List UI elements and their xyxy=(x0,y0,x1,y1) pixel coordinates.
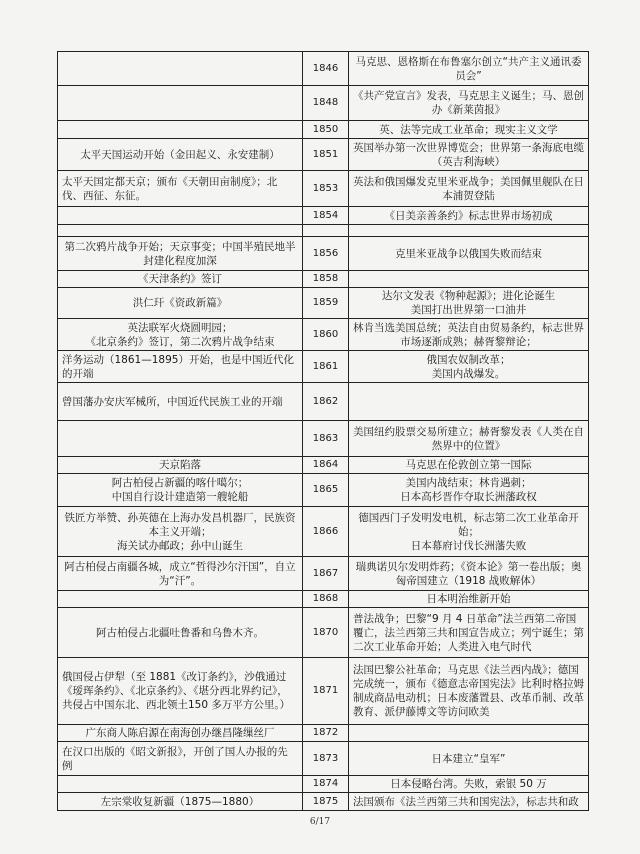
china-event-cell: 太平天国运动开始（金田起义、永安建制） xyxy=(58,139,303,171)
year-cell: 1872 xyxy=(303,725,349,742)
china-event-cell: 俄国侵占伊犁（至 1881《改订条约》，沙俄通过《瑷珲条约》、《北京条约》、《堪分西北界约记》，共侵占中国东北、西北领土150 多万平方公里。） xyxy=(58,658,303,725)
world-event-cell: 马克思在伦敦创立第一国际 xyxy=(349,457,589,474)
world-event-cell: 俄国农奴制改革； 美国内战爆发。 xyxy=(349,351,589,383)
china-event-cell: 天京陷落 xyxy=(58,457,303,474)
world-event-cell: 美国纽约股票交易所建立；赫胥黎发表《人类在自然界中的位置》 xyxy=(349,421,589,457)
china-event-cell xyxy=(58,121,303,139)
table-row xyxy=(58,271,589,288)
world-event-cell: 美国内战结束；林肯遇刺； 日本高杉晋作夺取长洲藩政权 xyxy=(349,474,589,507)
table-row xyxy=(58,793,589,811)
world-event-cell: 日本明治维新开始 xyxy=(349,591,589,608)
table-row xyxy=(58,474,589,507)
world-event-cell: 法国颁布《法兰西第三共和国宪法》，标志共和政 xyxy=(349,793,589,811)
world-event-cell: 日本建立“皇军” xyxy=(349,742,589,776)
year-cell: 1875 xyxy=(303,793,349,811)
year-cell: 1861 xyxy=(303,351,349,383)
table-row xyxy=(58,171,589,207)
table-row xyxy=(58,742,589,776)
china-event-cell: 左宗棠收复新疆（1875—1880） xyxy=(58,793,303,811)
table-row xyxy=(58,86,589,121)
table-row xyxy=(58,507,589,557)
year-cell: 1858 xyxy=(303,271,349,288)
year-cell: 1870 xyxy=(303,608,349,658)
year-cell: 1864 xyxy=(303,457,349,474)
year-cell: 1851 xyxy=(303,139,349,171)
table-row xyxy=(58,725,589,742)
world-event-cell: 英、法等完成工业革命；现实主义文学 xyxy=(349,121,589,139)
world-event-cell: 克里米亚战争以俄国失败而结束 xyxy=(349,237,589,271)
year-cell: 1865 xyxy=(303,474,349,507)
table-row xyxy=(58,319,589,351)
china-event-cell xyxy=(58,421,303,457)
china-event-cell xyxy=(58,207,303,225)
china-event-cell: 曾国藩办安庆军械所，中国近代民族工业的开端 xyxy=(58,383,303,421)
china-event-cell: 第二次鸦片战争开始；天京事变；中国半殖民地半封建化程度加深 xyxy=(58,237,303,271)
china-event-cell xyxy=(58,86,303,121)
table-row xyxy=(58,658,589,725)
year-cell: 1850 xyxy=(303,121,349,139)
year-cell: 1868 xyxy=(303,591,349,608)
china-event-cell: 阿古柏侵占北疆吐鲁番和乌鲁木齐。 xyxy=(58,608,303,658)
table-row xyxy=(58,608,589,658)
year-cell: 1860 xyxy=(303,319,349,351)
table-row xyxy=(58,139,589,171)
table-row xyxy=(58,207,589,225)
world-event-cell: 德国西门子发明发电机，标志第二次工业革命开始； 日本幕府讨伐长洲藩失败 xyxy=(349,507,589,557)
table-row xyxy=(58,225,589,237)
world-event-cell: 《共产党宣言》发表，马克思主义诞生；马、恩创办《新莱茵报》 xyxy=(349,86,589,121)
china-event-cell: 洪仁玕《资政新篇》 xyxy=(58,288,303,319)
year-cell: 1862 xyxy=(303,383,349,421)
table-row xyxy=(58,776,589,793)
world-event-cell xyxy=(349,383,589,421)
china-event-cell xyxy=(58,225,303,237)
table-row xyxy=(58,557,589,591)
world-event-cell: 林肯当选美国总统；英法自由贸易条约，标志世界市场逐渐成熟；赫胥黎辩论； xyxy=(349,319,589,351)
world-event-cell: 《日美亲善条约》标志世界市场初成 xyxy=(349,207,589,225)
world-event-cell: 瑞典诺贝尔发明炸药；《资本论》第一卷出版；奥匈帝国建立（1918 战败解体） xyxy=(349,557,589,591)
table-row xyxy=(58,351,589,383)
china-event-cell xyxy=(58,591,303,608)
table-row xyxy=(58,237,589,271)
year-cell: 1873 xyxy=(303,742,349,776)
year-cell: 1859 xyxy=(303,288,349,319)
china-event-cell: 《天津条约》签订 xyxy=(58,271,303,288)
world-event-cell: 法国巴黎公社革命；马克思《法兰西内战》；德国完成统一，颁布《德意志帝国宪法》比利时格拉姆制成商品电动机；日本废藩置县、改革币制、改革教育、派伊藤博文等访问欧美 xyxy=(349,658,589,725)
year-cell: 1846 xyxy=(303,52,349,86)
year-cell: 1856 xyxy=(303,237,349,271)
china-event-cell: 洋务运动（1861—1895）开始，也是中国近代化的开端 xyxy=(58,351,303,383)
year-cell: 1853 xyxy=(303,171,349,207)
world-event-cell: 普法战争；巴黎“9 月 4 日革命”法兰西第二帝国覆亡，法兰西第三共和国宣告成立；列宁诞生；第二次工业革命开始；人类进入电气时代 xyxy=(349,608,589,658)
china-event-cell: 广东商人陈启源在南海创办继昌隆缫丝厂 xyxy=(58,725,303,742)
history-timeline-table xyxy=(57,51,589,811)
table-row xyxy=(58,288,589,319)
world-event-cell: 达尔文发表《物种起源》；进化论诞生 美国打出世界第一口油井 xyxy=(349,288,589,319)
world-event-cell xyxy=(349,225,589,237)
table-row xyxy=(58,457,589,474)
china-event-cell: 太平天国定都天京；颁布《天朝田亩制度》；北伐、西征、东征。 xyxy=(58,171,303,207)
world-event-cell: 马克思、恩格斯在布鲁塞尔创立“共产主义通讯委员会” xyxy=(349,52,589,86)
table-row xyxy=(58,121,589,139)
year-cell: 1866 xyxy=(303,507,349,557)
year-cell: 1848 xyxy=(303,86,349,121)
year-cell: 1874 xyxy=(303,776,349,793)
china-event-cell xyxy=(58,776,303,793)
world-event-cell: 英国举办第一次世界博览会；世界第一条海底电缆（英吉利海峡） xyxy=(349,139,589,171)
year-cell: 1871 xyxy=(303,658,349,725)
table-row xyxy=(58,383,589,421)
year-cell: 1863 xyxy=(303,421,349,457)
china-event-cell: 在汉口出版的《昭文新报》，开创了国人办报的先例 xyxy=(58,742,303,776)
china-event-cell: 英法联军火烧圆明园； 《北京条约》签订，第二次鸦片战争结束 xyxy=(58,319,303,351)
year-cell xyxy=(303,225,349,237)
year-cell: 1854 xyxy=(303,207,349,225)
table-row xyxy=(58,421,589,457)
world-event-cell xyxy=(349,271,589,288)
year-cell: 1867 xyxy=(303,557,349,591)
page-number: 6/17 xyxy=(309,817,331,827)
world-event-cell xyxy=(349,725,589,742)
china-event-cell xyxy=(58,52,303,86)
table-row xyxy=(58,591,589,608)
china-event-cell: 阿古柏侵占南疆各城，成立“哲得沙尔汗国”，自立为“汗”。 xyxy=(58,557,303,591)
world-event-cell: 日本侵略台湾。失败，索银 50 万 xyxy=(349,776,589,793)
world-event-cell: 英法和俄国爆发克里米亚战争；美国佩里舰队在日本浦贺登陆 xyxy=(349,171,589,207)
china-event-cell: 铁匠方举赞、孙英德在上海办发昌机器厂，民族资本主义开端； 海关试办邮政；孙中山诞生 xyxy=(58,507,303,557)
table-row xyxy=(58,52,589,86)
china-event-cell: 阿古柏侵占新疆的喀什噶尔； 中国自行设计建造第一艘轮船 xyxy=(58,474,303,507)
